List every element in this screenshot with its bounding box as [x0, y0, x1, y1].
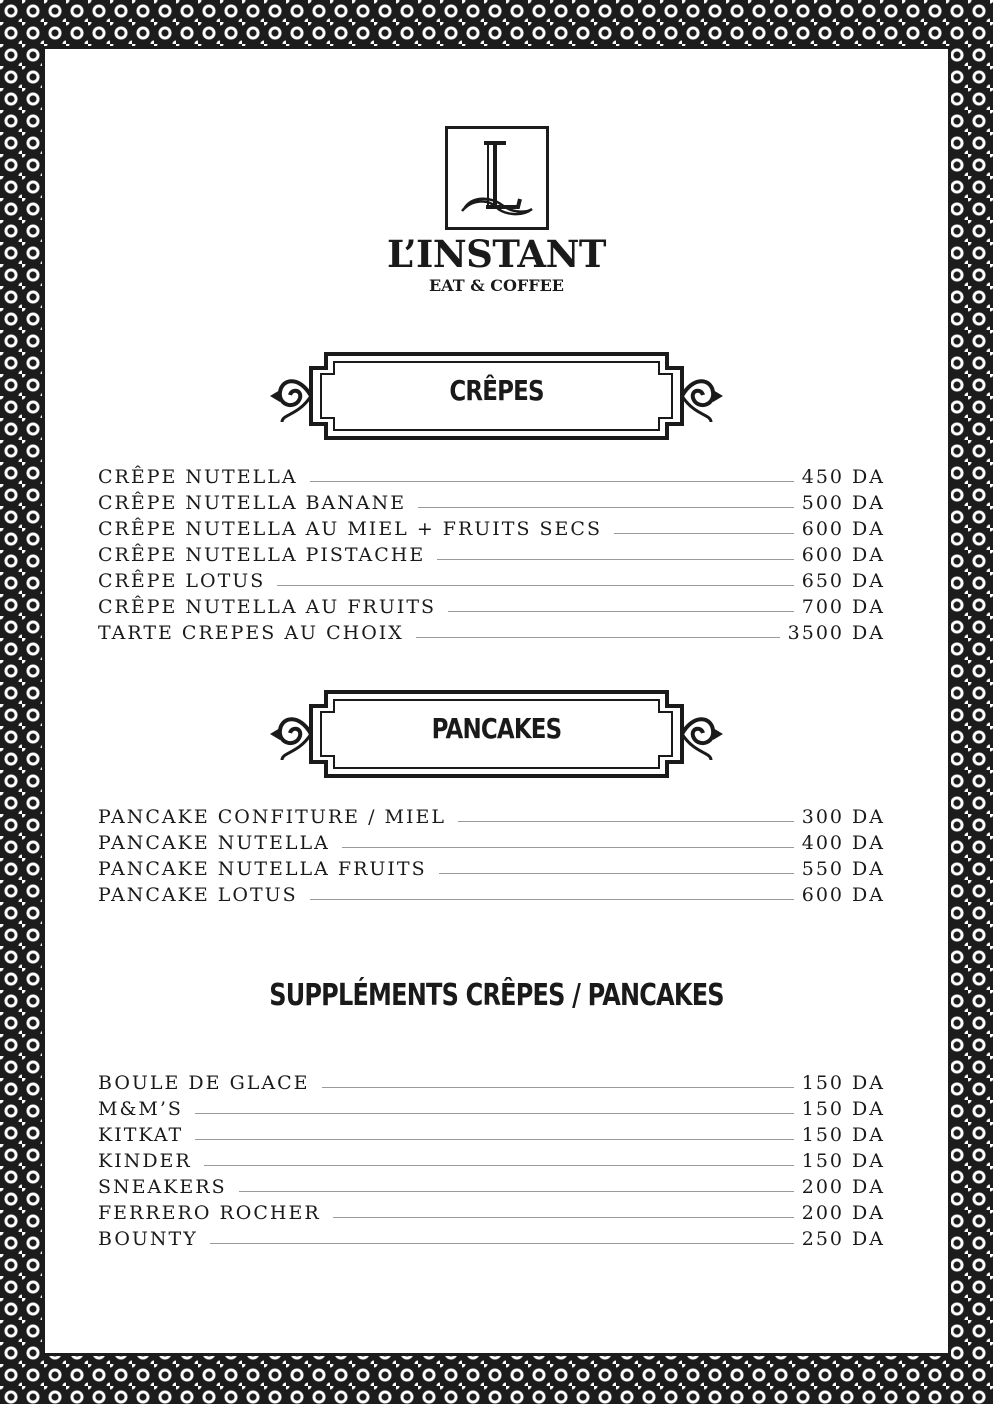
item-price: 700 DA	[801, 596, 885, 618]
section-title-pancakes: PANCAKES	[431, 712, 562, 745]
leader-line	[322, 1087, 794, 1088]
item-price: 550 DA	[801, 858, 885, 880]
item-price: 150 DA	[801, 1072, 885, 1094]
list-item	[98, 488, 885, 514]
section-banner-pancakes	[270, 686, 723, 782]
list-item	[98, 1198, 885, 1224]
item-name: KITKAT	[98, 1124, 184, 1146]
leader-line	[239, 1191, 794, 1192]
letter-l-monogram-icon	[445, 126, 549, 230]
item-price: 250 DA	[801, 1228, 885, 1250]
leader-line	[204, 1165, 794, 1166]
leader-line	[310, 899, 794, 900]
leader-line	[439, 873, 794, 874]
item-price: 400 DA	[801, 832, 885, 854]
list-item	[98, 514, 885, 540]
pancakes-list	[98, 802, 885, 906]
brand-name: L’INSTANT	[387, 232, 606, 276]
list-item	[98, 802, 885, 828]
item-price: 600 DA	[801, 518, 885, 540]
list-item	[98, 592, 885, 618]
leader-line	[195, 1113, 794, 1114]
item-name: CRÊPE NUTELLA BANANE	[98, 492, 407, 514]
crepes-list	[98, 462, 885, 644]
item-name: BOUNTY	[98, 1228, 198, 1250]
list-item	[98, 618, 885, 644]
item-price: 500 DA	[801, 492, 885, 514]
item-price: 650 DA	[801, 570, 885, 592]
list-item	[98, 1120, 885, 1146]
list-item	[98, 1172, 885, 1198]
list-item	[98, 1146, 885, 1172]
item-name: TARTE CREPES AU CHOIX	[98, 622, 404, 644]
list-item	[98, 566, 885, 592]
item-name: CRÊPE NUTELLA	[98, 466, 298, 488]
leader-line	[333, 1217, 794, 1218]
leader-line	[458, 821, 794, 822]
leader-line	[342, 847, 794, 848]
item-name: PANCAKE CONFITURE / MIEL	[98, 806, 446, 828]
item-name: M&M’S	[98, 1098, 183, 1120]
section-banner-crepes	[270, 348, 723, 444]
item-name: SNEAKERS	[98, 1176, 227, 1198]
leader-line	[195, 1139, 794, 1140]
list-item	[98, 462, 885, 488]
item-name: CRÊPE NUTELLA PISTACHE	[98, 544, 426, 566]
leader-line	[210, 1243, 794, 1244]
leader-line	[277, 585, 793, 586]
leader-line	[418, 507, 794, 508]
item-price: 450 DA	[801, 466, 885, 488]
item-name: PANCAKE NUTELLA	[98, 832, 330, 854]
item-price: 150 DA	[801, 1098, 885, 1120]
supplements-list	[98, 1068, 885, 1250]
list-item	[98, 828, 885, 854]
item-name: CRÊPE LOTUS	[98, 570, 266, 592]
item-price: 200 DA	[801, 1176, 885, 1198]
item-price: 3500 DA	[787, 622, 885, 644]
item-price: 150 DA	[801, 1150, 885, 1172]
list-item	[98, 1224, 885, 1250]
list-item	[98, 1094, 885, 1120]
item-name: BOULE DE GLACE	[98, 1072, 310, 1094]
item-price: 200 DA	[801, 1202, 885, 1224]
list-item	[98, 880, 885, 906]
item-price: 300 DA	[801, 806, 885, 828]
brand-tagline: EAT & COFFEE	[428, 276, 564, 295]
item-price: 600 DA	[801, 544, 885, 566]
item-name: CRÊPE NUTELLA AU FRUITS	[98, 596, 437, 618]
list-item	[98, 1068, 885, 1094]
item-name: KINDER	[98, 1150, 192, 1172]
item-name: CRÊPE NUTELLA AU MIEL + FRUITS SECS	[98, 518, 602, 540]
list-item	[98, 540, 885, 566]
leader-line	[416, 637, 780, 638]
leader-line	[448, 611, 794, 612]
leader-line	[437, 559, 794, 560]
item-name: PANCAKE NUTELLA FRUITS	[98, 858, 427, 880]
leader-line	[614, 533, 794, 534]
list-item	[98, 854, 885, 880]
leader-line	[310, 481, 794, 482]
item-name: FERRERO ROCHER	[98, 1202, 321, 1224]
section-title-supplements: SUPPLÉMENTS CRÊPES / PANCAKES	[269, 978, 724, 1013]
item-price: 600 DA	[801, 884, 885, 906]
section-title-crepes: CRÊPES	[449, 374, 544, 407]
item-name: PANCAKE LOTUS	[98, 884, 298, 906]
item-price: 150 DA	[801, 1124, 885, 1146]
